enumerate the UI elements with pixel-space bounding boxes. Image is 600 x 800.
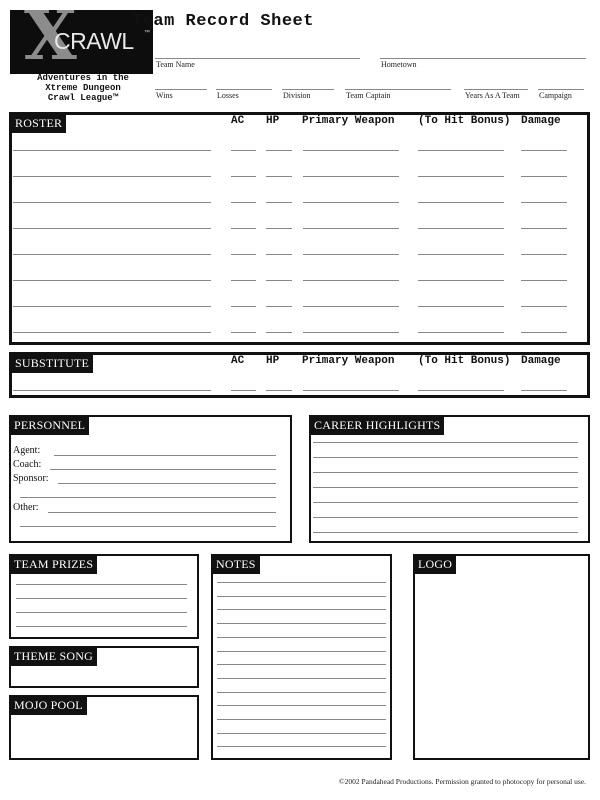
team-prize-line[interactable] bbox=[16, 584, 187, 585]
career-highlight-line[interactable] bbox=[313, 502, 578, 503]
roster-row-1-ac-field[interactable] bbox=[231, 150, 256, 151]
roster-row-3-weapon-field[interactable] bbox=[303, 202, 399, 203]
roster-row-4-to-hit-field[interactable] bbox=[418, 228, 504, 229]
roster-row-2-name-field[interactable] bbox=[13, 176, 211, 177]
tagline-line: Adventures in the bbox=[37, 73, 129, 83]
agent-label: Agent: bbox=[13, 445, 41, 456]
losses-label: Losses bbox=[217, 91, 239, 100]
personnel-title: PERSONNEL bbox=[11, 417, 89, 435]
substitute-ac-header: AC bbox=[231, 355, 245, 367]
roster-row-2-weapon-field[interactable] bbox=[303, 176, 399, 177]
notes-line[interactable] bbox=[217, 746, 386, 747]
years-as-team-field[interactable] bbox=[464, 89, 528, 90]
roster-row-3-damage-field[interactable] bbox=[521, 202, 567, 203]
hometown-label: Hometown bbox=[381, 60, 417, 69]
career-highlight-line[interactable] bbox=[313, 472, 578, 473]
roster-row-4-hp-field[interactable] bbox=[266, 228, 292, 229]
roster-row-7-weapon-field[interactable] bbox=[303, 306, 399, 307]
other-field[interactable] bbox=[48, 512, 276, 513]
notes-section bbox=[211, 554, 392, 760]
team-prize-line[interactable] bbox=[16, 626, 187, 627]
other-field-extra[interactable] bbox=[20, 526, 276, 527]
agent-field[interactable] bbox=[54, 455, 276, 456]
team-prize-line[interactable] bbox=[16, 598, 187, 599]
sponsor-field-extra[interactable] bbox=[20, 497, 276, 498]
coach-field[interactable] bbox=[50, 469, 276, 470]
roster-row-3-name-field[interactable] bbox=[13, 202, 211, 203]
roster-row-8-weapon-field[interactable] bbox=[303, 332, 399, 333]
logo-box-title: LOGO bbox=[415, 556, 456, 574]
campaign-field[interactable] bbox=[538, 89, 584, 90]
roster-row-6-hp-field[interactable] bbox=[266, 280, 292, 281]
division-field[interactable] bbox=[282, 89, 334, 90]
notes-line[interactable] bbox=[217, 664, 386, 665]
roster-row-6-name-field[interactable] bbox=[13, 280, 211, 281]
coach-label: Coach: bbox=[13, 459, 42, 470]
roster-row-2-hp-field[interactable] bbox=[266, 176, 292, 177]
career-highlights-title: CAREER HIGHLIGHTS bbox=[311, 417, 444, 435]
roster-row-2-ac-field[interactable] bbox=[231, 176, 256, 177]
career-highlight-line[interactable] bbox=[313, 487, 578, 488]
substitute-title: SUBSTITUTE bbox=[12, 355, 93, 373]
roster-row-1-hp-field[interactable] bbox=[266, 150, 292, 151]
substitute-name-field[interactable] bbox=[13, 390, 211, 391]
roster-row-7-name-field[interactable] bbox=[13, 306, 211, 307]
roster-row-5-damage-field[interactable] bbox=[521, 254, 567, 255]
notes-line[interactable] bbox=[217, 692, 386, 693]
mojo-pool-section[interactable] bbox=[9, 695, 199, 760]
tagline-line: Crawl League™ bbox=[47, 93, 119, 103]
roster-row-3-ac-field[interactable] bbox=[231, 202, 256, 203]
roster-row-8-damage-field[interactable] bbox=[521, 332, 567, 333]
logo-crawl-text: CRAWL bbox=[54, 28, 134, 54]
notes-line[interactable] bbox=[217, 609, 386, 610]
theme-song-title: THEME SONG bbox=[11, 648, 97, 666]
notes-line[interactable] bbox=[217, 733, 386, 734]
career-highlight-line[interactable] bbox=[313, 517, 578, 518]
roster-row-3-to-hit-field[interactable] bbox=[418, 202, 504, 203]
roster-damage-header: Damage bbox=[521, 115, 561, 127]
roster-row-7-hp-field[interactable] bbox=[266, 306, 292, 307]
copyright-footer: ©2002 Pandahead Productions. Permission granted to photocopy for personal use. bbox=[338, 777, 586, 786]
career-highlight-line[interactable] bbox=[313, 457, 578, 458]
notes-line[interactable] bbox=[217, 623, 386, 624]
mojo-pool-title: MOJO POOL bbox=[11, 697, 87, 715]
team-prize-line[interactable] bbox=[16, 612, 187, 613]
substitute-to-hit-header: (To Hit Bonus) bbox=[418, 355, 511, 367]
roster-to-hit-header: (To Hit Bonus) bbox=[418, 115, 511, 127]
team-prizes-title: TEAM PRIZES bbox=[11, 556, 97, 574]
substitute-weapon-field[interactable] bbox=[303, 390, 399, 391]
notes-line[interactable] bbox=[217, 596, 386, 597]
wins-label: Wins bbox=[156, 91, 173, 100]
roster-row-3-hp-field[interactable] bbox=[266, 202, 292, 203]
roster-row-5-to-hit-field[interactable] bbox=[418, 254, 504, 255]
career-highlight-line[interactable] bbox=[313, 532, 578, 533]
team-captain-field[interactable] bbox=[345, 89, 451, 90]
logo-x-letter: X bbox=[24, 10, 77, 74]
roster-row-7-ac-field[interactable] bbox=[231, 306, 256, 307]
roster-row-4-name-field[interactable] bbox=[13, 228, 211, 229]
roster-row-5-hp-field[interactable] bbox=[266, 254, 292, 255]
roster-row-8-to-hit-field[interactable] bbox=[418, 332, 504, 333]
roster-row-4-weapon-field[interactable] bbox=[303, 228, 399, 229]
other-label: Other: bbox=[13, 502, 39, 513]
substitute-hp-header: HP bbox=[266, 355, 280, 367]
roster-row-5-ac-field[interactable] bbox=[231, 254, 256, 255]
notes-line[interactable] bbox=[217, 719, 386, 720]
team-name-label: Team Name bbox=[156, 60, 195, 69]
theme-song-section[interactable] bbox=[9, 646, 199, 688]
roster-row-2-damage-field[interactable] bbox=[521, 176, 567, 177]
wins-field[interactable] bbox=[155, 89, 207, 90]
roster-row-4-ac-field[interactable] bbox=[231, 228, 256, 229]
roster-ac-header: AC bbox=[231, 115, 245, 127]
campaign-label: Campaign bbox=[539, 91, 572, 100]
roster-row-4-damage-field[interactable] bbox=[521, 228, 567, 229]
roster-title: ROSTER bbox=[12, 115, 66, 133]
losses-field[interactable] bbox=[216, 89, 272, 90]
roster-row-6-damage-field[interactable] bbox=[521, 280, 567, 281]
substitute-damage-field[interactable] bbox=[521, 390, 567, 391]
roster-row-8-ac-field[interactable] bbox=[231, 332, 256, 333]
roster-row-8-hp-field[interactable] bbox=[266, 332, 292, 333]
roster-row-1-name-field[interactable] bbox=[13, 150, 211, 151]
notes-line[interactable] bbox=[217, 582, 386, 583]
notes-line[interactable] bbox=[217, 705, 386, 706]
substitute-ac-field[interactable] bbox=[231, 390, 256, 391]
notes-line[interactable] bbox=[217, 637, 386, 638]
roster-row-6-weapon-field[interactable] bbox=[303, 280, 399, 281]
career-highlights-section bbox=[309, 415, 590, 543]
personnel-section bbox=[9, 415, 292, 543]
roster-row-2-to-hit-field[interactable] bbox=[418, 176, 504, 177]
team-name-field[interactable] bbox=[155, 58, 360, 59]
roster-row-5-weapon-field[interactable] bbox=[303, 254, 399, 255]
roster-row-8-name-field[interactable] bbox=[13, 332, 211, 333]
career-highlight-line[interactable] bbox=[313, 442, 578, 443]
logo-box-section[interactable] bbox=[413, 554, 590, 760]
roster-hp-header: HP bbox=[266, 115, 280, 127]
notes-title: NOTES bbox=[213, 556, 260, 574]
sponsor-field[interactable] bbox=[58, 483, 276, 484]
tagline-line: Xtreme Dungeon bbox=[45, 83, 121, 93]
roster-row-6-ac-field[interactable] bbox=[231, 280, 256, 281]
roster-row-5-name-field[interactable] bbox=[13, 254, 211, 255]
notes-line[interactable] bbox=[217, 678, 386, 679]
roster-weapon-header: Primary Weapon bbox=[302, 115, 395, 127]
logo-tagline bbox=[14, 73, 152, 103]
substitute-weapon-header: Primary Weapon bbox=[302, 355, 395, 367]
roster-row-1-weapon-field[interactable] bbox=[303, 150, 399, 151]
roster-row-7-to-hit-field[interactable] bbox=[418, 306, 504, 307]
notes-line[interactable] bbox=[217, 651, 386, 652]
page-title: Team Record Sheet bbox=[132, 12, 314, 31]
roster-row-1-damage-field[interactable] bbox=[521, 150, 567, 151]
roster-row-6-to-hit-field[interactable] bbox=[418, 280, 504, 281]
team-captain-label: Team Captain bbox=[346, 91, 391, 100]
substitute-to-hit-field[interactable] bbox=[418, 390, 504, 391]
roster-row-1-to-hit-field[interactable] bbox=[418, 150, 504, 151]
roster-row-7-damage-field[interactable] bbox=[521, 306, 567, 307]
years-as-team-label: Years As A Team bbox=[465, 91, 520, 100]
hometown-field[interactable] bbox=[380, 58, 586, 59]
division-label: Division bbox=[283, 91, 311, 100]
logo-trademark: ™ bbox=[144, 30, 150, 36]
sponsor-label: Sponsor: bbox=[13, 473, 49, 484]
substitute-damage-header: Damage bbox=[521, 355, 561, 367]
substitute-hp-field[interactable] bbox=[266, 390, 292, 391]
